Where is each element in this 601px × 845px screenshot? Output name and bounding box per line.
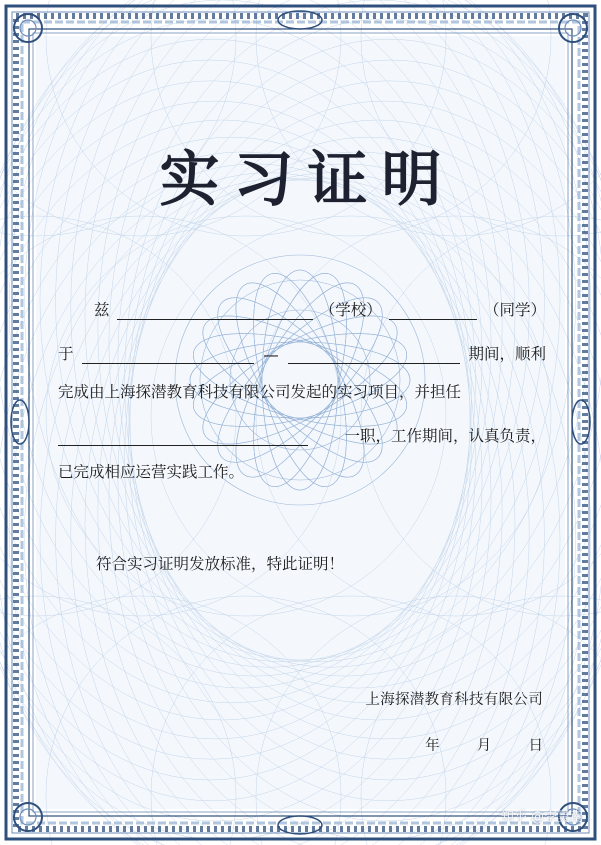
end-date-blank[interactable] [288, 347, 460, 364]
text-line-2 [58, 342, 546, 364]
school-blank[interactable] [117, 303, 313, 320]
date-month: 月 [476, 738, 492, 754]
text-line-1 [94, 298, 546, 320]
text-line-5 [58, 460, 244, 482]
student-blank[interactable] [389, 303, 477, 320]
period-text: 期间，顺利 [468, 345, 546, 363]
certificate-title: 实习证明 [159, 145, 456, 215]
school-label: （学校） [319, 301, 382, 319]
student-label: （同学） [483, 301, 546, 319]
start-date-blank[interactable] [82, 347, 254, 364]
prefix-yu: 于 [58, 345, 74, 363]
watermark: 知乎 @李昊南 [500, 810, 583, 825]
completion-text: 已完成相应运营实践工作。 [58, 463, 245, 481]
text-line-4 [58, 424, 546, 446]
date-year: 年 [425, 738, 440, 754]
prefix-zi: 兹 [94, 301, 110, 319]
text-line-3 [58, 380, 461, 402]
duty-text: 一职，工作期间，认真负责， [344, 427, 546, 445]
date-dash: — [263, 346, 279, 364]
closing-statement: 符合实习证明发放标准，特此证明！ [96, 555, 345, 573]
project-text: 完成由上海探潜教育科技有限公司发起的实习项目，并担任 [58, 383, 462, 401]
issue-date [425, 734, 543, 755]
date-day: 日 [528, 738, 543, 754]
issuing-company: 上海探潜教育科技有限公司 [365, 692, 543, 708]
position-blank[interactable] [58, 429, 308, 446]
